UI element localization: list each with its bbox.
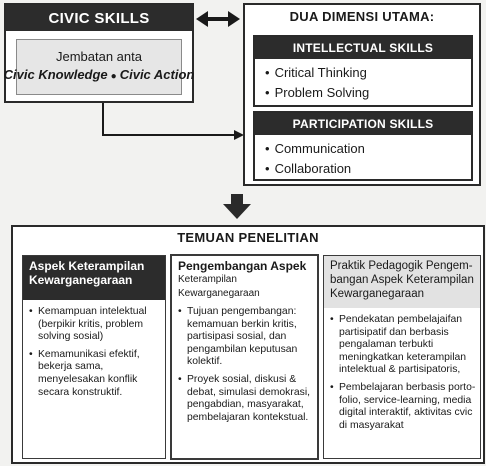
findings-column-pedagogy [323,255,481,459]
list-item: • Communication [265,139,365,159]
double-arrow-icon [196,11,240,27]
civic-bridge-phrase [4,66,195,86]
intellectual-skills-card [253,35,473,107]
intellectual-skills-title: INTELLECTUAL SKILLS [255,37,471,59]
elbow-arrow-icon [103,103,244,140]
findings-column-development [171,255,318,459]
list-item: • Proyek sosial, diskusi & debat, simulasi demokrasi, pengabdian, masyarakat, pembelajaran kontekstual. [178,374,313,424]
column-title: Pengembangan Aspek [178,259,307,273]
findings-title: TEMUAN PENELITIAN [177,230,319,245]
list-item: • Pembelajaran berbasis porto-folio, service-learning, media digital interaktif, aktivitas cvic di masyarakat [330,382,476,432]
list-item: • Critical Thinking [265,63,369,83]
list-item: • Tujuan pengembangan: kemamuan berkin kritis, partisipasi sosial, dan pengambilan keputusan kolektif. [178,306,313,369]
civic-knowledge-label: Civic Knowledge [3,67,108,82]
list-item: • Kemamunikasi efektif, bekerja sama, menyelesakan konflik secara konstruktif. [29,349,161,399]
list-item: • Collaboration [265,159,365,179]
list-item: • Problem Solving [265,83,369,103]
column-header [172,256,317,300]
list-item: • Kemampuan intelektual (berpikir kritis, problem solving sosial) [29,306,161,344]
civic-bridge-panel [3,39,195,95]
column-title: Praktik Pedagogik Pengem-bangan Aspek Keterampilan Kewarganegaraan [324,256,480,308]
civic-skills-box [4,3,194,103]
civic-skills-title: CIVIC SKILLS [6,5,192,31]
dimensions-title: DUA DIMENSI UTAMA: [289,9,435,24]
column-list [29,306,161,404]
participation-skills-card [253,111,473,181]
column-list [330,314,476,437]
column-subtitle: Keterampilan Kewarganegaraan [178,274,260,299]
column-title: Aspek Keterampilan Kewarganegaraan [23,256,165,300]
intellectual-skills-list [265,63,369,103]
participation-skills-title: PARTICIPATION SKILLS [255,113,471,135]
dimensions-box [243,3,481,186]
column-list [178,306,313,429]
participation-skills-list [265,139,365,179]
civic-action-label: Civic Action [119,67,195,82]
findings-box [11,225,485,464]
civic-bridge-subtitle: Jembatan anta [55,49,142,64]
down-arrow-icon [223,194,251,219]
bullet-separator: ● [110,71,117,82]
list-item: • Pendekatan pembelajaifan partisipatif dan berbasis pengalaman terbukti meningkatkan keterampilan intelektual & partisipatoris, [330,314,476,377]
findings-column-aspects [22,255,166,459]
